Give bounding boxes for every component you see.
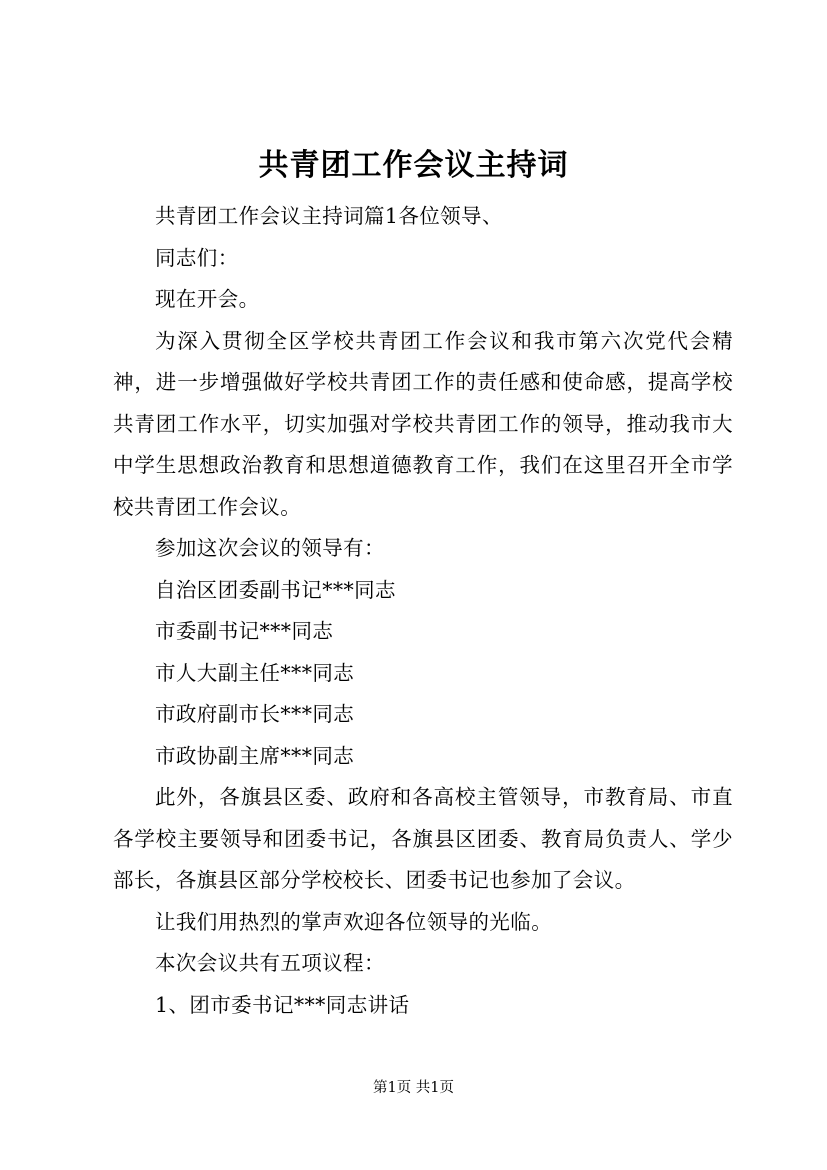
paragraph-agenda-intro: 本次会议共有五项议程： <box>155 951 385 975</box>
paragraph-other-attendees: 此外，各旗县区委、政府和各高校主管领导，市教育局、市直各学校主要领导和团委书记，各旗县区团委、教育局负责人、学少部长，各旗县区部分学校校长、团委书记也参加了会议。 <box>113 785 733 892</box>
leader-item: 市人大副主任***同志 <box>155 660 355 685</box>
page-footer: 第1页 共1页 <box>372 1080 455 1096</box>
paragraph-start-meeting: 现在开会。 <box>155 287 260 311</box>
leader-item: 市委副书记***同志 <box>155 619 334 643</box>
leader-item: 自治区团委副书记***同志 <box>155 577 396 602</box>
paragraph-salutation: 同志们： <box>155 245 239 270</box>
document-body <box>113 196 733 1026</box>
leader-item: 市政府副市长***同志 <box>155 702 355 726</box>
leader-item: 市政协副主席***同志 <box>155 743 355 768</box>
paragraph-purpose: 为深入贯彻全区学校共青团工作会议和我市第六次党代会精神，进一步增强做好学校共青团工作的责任感和使命感，提高学校共青团工作水平，切实加强对学校共青团工作的领导，推动我市大中学生思想政治教育和思想道德教育工作，我们在这里召开全市学校共青团工作会议。 <box>113 328 733 519</box>
paragraph-opening: 共青团工作会议主持词篇1各位领导、 <box>155 204 503 228</box>
paragraph-welcome: 让我们用热烈的掌声欢迎各位领导的光临。 <box>155 909 553 934</box>
agenda-item: 1、团市委书记***同志讲话 <box>155 992 410 1017</box>
paragraph-leaders-intro: 参加这次会议的领导有： <box>155 536 385 560</box>
document-title: 共青团工作会议主持词 <box>258 148 569 183</box>
